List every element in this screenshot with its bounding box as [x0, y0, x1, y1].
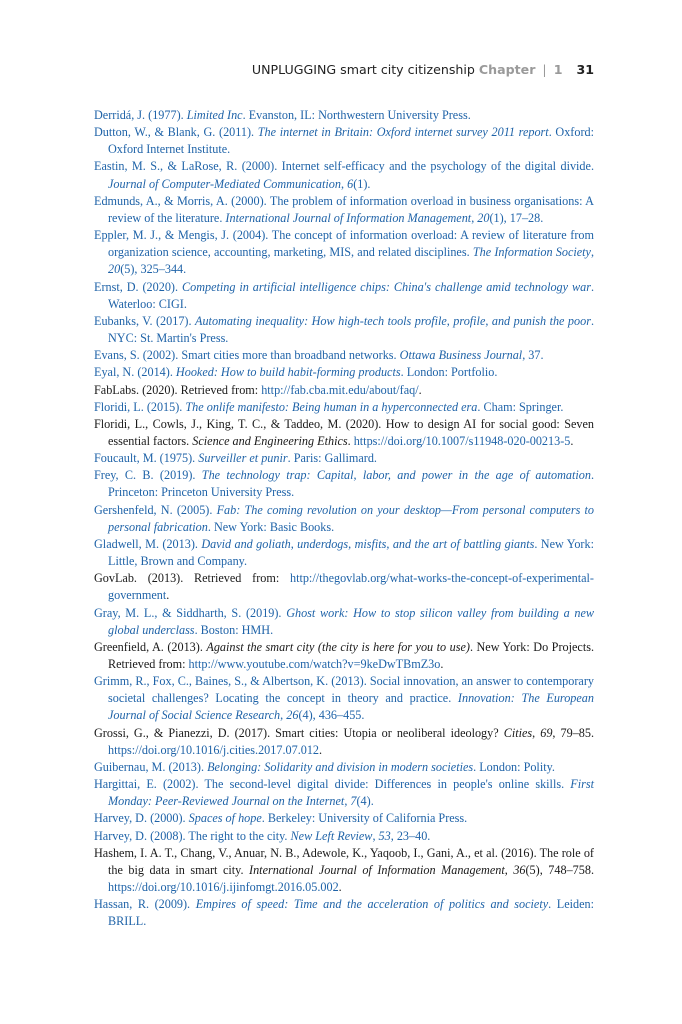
- reference-text: (4).: [356, 794, 374, 809]
- reference-entry[interactable]: [94, 347, 594, 364]
- reference-text: .: [338, 880, 342, 895]
- reference-url-link[interactable]: http://thegovlab.org/what-works-the-concept-of-experimental-government: [108, 571, 594, 603]
- reference-title: The onlife manifesto: Being human in a hyperconnected era: [185, 399, 478, 414]
- reference-entry: [94, 382, 594, 399]
- reference-text: . London: Polity.: [473, 759, 555, 774]
- running-header: [0, 62, 594, 77]
- reference-text: FabLabs. (2020). Retrieved from:: [94, 382, 262, 397]
- reference-text: (5), 748–758.: [525, 862, 594, 877]
- reference-entry[interactable]: [94, 364, 594, 381]
- reference-title: International Journal of Information Management: [225, 210, 472, 225]
- reference-entry[interactable]: [94, 759, 594, 776]
- reference-text: GovLab. (2013). Retrieved from:: [94, 571, 290, 586]
- reference-title: The internet in Britain: Oxford internet survey 2011 report: [257, 125, 549, 140]
- reference-text: . Cham: Springer.: [477, 399, 564, 414]
- reference-entry[interactable]: [94, 158, 594, 192]
- reference-text: Dutton, W., & Blank, G. (2011).: [94, 125, 258, 140]
- reference-title: Science and Engineering Ethics: [192, 433, 348, 448]
- running-title: UNPLUGGING smart city citizenship: [251, 62, 475, 77]
- reference-text: Harvey, D. (2008). The right to the city.: [94, 828, 291, 843]
- reference-entry[interactable]: [94, 313, 594, 347]
- chapter-number: 1: [553, 62, 563, 77]
- reference-text: ,: [344, 794, 351, 809]
- reference-title: Ottawa Business Journal: [399, 348, 523, 363]
- reference-text: Hashem, I. A. T., Chang, V., Anuar, N. B., Adewole, K., Yaqoob, I., Gani, A., et al. (2016). The role of the big data in smart city.: [94, 845, 594, 877]
- reference-title: 36: [513, 862, 526, 877]
- reference-entry[interactable]: [94, 536, 594, 570]
- reference-title: Spaces of hope: [188, 811, 262, 826]
- reference-title: 6: [347, 176, 354, 191]
- reference-text: Edmunds, A., & Morris, A. (2000). The problem of information overload in business organisations: A review of the literature.: [94, 193, 594, 225]
- reference-url-link[interactable]: http://www.youtube.com/watch?v=9keDwTBmZ3o: [188, 657, 441, 671]
- reference-text: Eubanks, V. (2017).: [94, 313, 196, 328]
- reference-text: , 37.: [522, 348, 544, 363]
- reference-title: Cities: [503, 725, 533, 740]
- reference-title: The Information Society: [472, 245, 591, 260]
- reference-entry[interactable]: [94, 502, 594, 536]
- reference-text: Eyal, N. (2014).: [94, 365, 176, 380]
- reference-text: , 79–85.: [552, 725, 595, 740]
- reference-title: Empires of speed: Time and the acceleration of politics and society: [195, 897, 549, 912]
- reference-text: ,: [532, 725, 541, 740]
- reference-url-link[interactable]: https://doi.org/10.1016/j.cities.2017.07.012: [108, 742, 320, 757]
- reference-text: ,: [471, 210, 478, 225]
- reference-entry: [94, 639, 594, 673]
- reference-text: . New York: Basic Books.: [207, 519, 335, 534]
- reference-text: Grimm, R., Fox, C., Baines, S., & Albertson, K. (2013). Social innovation, an answer to contemporary societal challenges? Locating the concept in theory and practice.: [94, 674, 594, 706]
- reference-text: (4), 436–455.: [298, 708, 365, 723]
- reference-url-link[interactable]: https://doi.org/10.1016/j.ijinfomgt.2016.05.002: [108, 880, 339, 895]
- reference-text: Ernst, D. (2020).: [94, 279, 182, 294]
- reference-text: , 23–40.: [390, 828, 431, 843]
- reference-text: Gladwell, M. (2013).: [94, 536, 202, 551]
- page-number: 31: [576, 62, 594, 77]
- reference-title: 26: [286, 708, 299, 723]
- reference-text: . London: Portfolio.: [400, 365, 498, 380]
- reference-title: 20: [477, 210, 490, 225]
- reference-title: Limited Inc: [186, 108, 243, 122]
- reference-text: . Evanston, IL: Northwestern University Press.: [242, 108, 471, 122]
- reference-text: (1), 17–28.: [489, 210, 544, 225]
- reference-text: (5), 325–344.: [120, 262, 187, 277]
- reference-text: . Leiden: BRILL.: [108, 897, 594, 929]
- reference-text: Eppler, M. J., & Mengis, J. (2004). The concept of information overload: A review of literature from organization science, accounting, marketing, MIS, and related disciplines.: [94, 228, 594, 260]
- reference-text: Guibernau, M. (2013).: [94, 759, 208, 774]
- reference-entry[interactable]: [94, 279, 594, 313]
- reference-entry[interactable]: [94, 673, 594, 724]
- reference-text: Foucault, M. (1975).: [94, 451, 199, 466]
- reference-text: Gray, M. L., & Siddharth, S. (2019).: [94, 605, 287, 620]
- reference-entry[interactable]: [94, 810, 594, 827]
- reference-entry: [94, 845, 594, 896]
- reference-title: The technology trap: Capital, labor, and power in the age of automation: [201, 468, 591, 483]
- reference-text: . New York: Do Projects. Retrieved from:: [108, 639, 594, 671]
- reference-text: .: [347, 433, 354, 448]
- reference-text: . Boston: HMH.: [194, 622, 274, 637]
- reference-title: 69: [540, 725, 553, 740]
- reference-url-link[interactable]: http://fab.cba.mit.edu/about/faq/: [261, 382, 419, 397]
- reference-text: (1).: [353, 176, 371, 191]
- reference-list: [94, 107, 594, 931]
- reference-title: Belonging: Solidarity and division in modern societies: [207, 759, 474, 774]
- reference-text: Derridá, J. (1977).: [94, 108, 187, 122]
- reference-text: .: [440, 657, 444, 671]
- reference-entry[interactable]: [94, 124, 594, 158]
- reference-entry[interactable]: [94, 399, 594, 416]
- reference-entry[interactable]: [94, 605, 594, 639]
- reference-text: . Berkeley: University of California Press.: [261, 811, 468, 826]
- reference-entry[interactable]: [94, 107, 594, 124]
- reference-entry: [94, 725, 594, 759]
- reference-text: Frey, C. B. (2019).: [94, 468, 202, 483]
- reference-title: Automating inequality: How high-tech tools profile, profile, and punish the poor: [195, 313, 591, 328]
- reference-entry[interactable]: [94, 450, 594, 467]
- reference-entry: [94, 416, 594, 450]
- reference-text: ,: [280, 708, 287, 723]
- reference-text: Hassan, R. (2009).: [94, 897, 196, 912]
- reference-text: .: [319, 742, 323, 757]
- reference-title: 7: [350, 794, 357, 809]
- reference-text: ,: [504, 862, 514, 877]
- reference-title: International Journal of Information Management: [249, 862, 505, 877]
- reference-title: Fab: The coming revolution on your desktop—From personal computers to personal fabrication: [108, 502, 594, 534]
- reference-text: . Princeton: Princeton University Press.: [108, 468, 594, 500]
- reference-entry[interactable]: [94, 467, 594, 501]
- reference-entry: [94, 570, 594, 604]
- reference-text: Evans, S. (2002). Smart cities more than broadband networks.: [94, 348, 400, 363]
- reference-text: ,: [372, 828, 379, 843]
- reference-entry[interactable]: [94, 193, 594, 227]
- reference-url-link[interactable]: https://doi.org/10.1007/s11948-020-00213-5: [353, 433, 571, 448]
- reference-text: Floridi, L., Cowls, J., King, T. C., & Taddeo, M. (2020). How to design AI for social good: Seven essential factors.: [94, 416, 594, 448]
- reference-text: . Oxford: Oxford Internet Institute.: [108, 125, 594, 157]
- reference-title: Hooked: How to build habit-forming products: [175, 365, 401, 380]
- header-separator: |: [542, 62, 547, 77]
- reference-title: Against the smart city (the city is here for you to use): [206, 639, 470, 654]
- reference-text: . NYC: St. Martin's Press.: [108, 313, 594, 346]
- reference-text: . Waterloo: CIGI.: [108, 279, 594, 311]
- reference-text: Floridi, L. (2015).: [94, 399, 186, 414]
- reference-text: . New York: Little, Brown and Company.: [108, 536, 594, 569]
- reference-text: ,: [590, 245, 594, 260]
- reference-title: Surveiller et punir: [198, 451, 288, 466]
- reference-text: .: [418, 382, 422, 397]
- reference-entry[interactable]: [94, 776, 594, 810]
- reference-title: 53: [378, 828, 391, 843]
- reference-text: . Paris: Gallimard.: [287, 451, 377, 466]
- reference-text: Harvey, D. (2000).: [94, 811, 189, 826]
- reference-entry[interactable]: [94, 828, 594, 845]
- chapter-label: Chapter: [478, 62, 536, 77]
- reference-text: Gershenfeld, N. (2005).: [94, 502, 217, 517]
- reference-title: 20: [108, 262, 121, 277]
- reference-title: New Left Review: [290, 828, 373, 843]
- reference-title: Innovation: The European Journal of Social Science Research: [108, 691, 594, 723]
- reference-text: .: [570, 433, 574, 448]
- reference-text: Eastin, M. S., & LaRose, R. (2000). Internet self-efficacy and the psychology of the digital divide.: [94, 159, 594, 174]
- reference-text: ,: [341, 176, 348, 191]
- reference-title: Journal of Computer-Mediated Communication: [108, 176, 341, 191]
- reference-entry[interactable]: [94, 227, 594, 278]
- reference-text: Greenfield, A. (2013).: [94, 639, 207, 654]
- reference-entry[interactable]: [94, 896, 594, 930]
- reference-title: Ghost work: How to stop silicon valley from building a new global underclass: [108, 605, 595, 637]
- reference-title: David and goliath, underdogs, misfits, and the art of battling giants: [201, 536, 535, 551]
- reference-text: Grossi, G., & Pianezzi, D. (2017). Smart cities: Utopia or neoliberal ideology?: [94, 725, 504, 740]
- reference-title: First Monday: Peer-Reviewed Journal on the Internet: [108, 777, 594, 809]
- reference-text: Hargittai, E. (2002). The second-level digital divide: Differences in people's online skills.: [94, 777, 571, 792]
- reference-title: Competing in artificial intelligence chips: China's challenge amid technology war: [181, 279, 591, 294]
- reference-text: .: [166, 588, 170, 603]
